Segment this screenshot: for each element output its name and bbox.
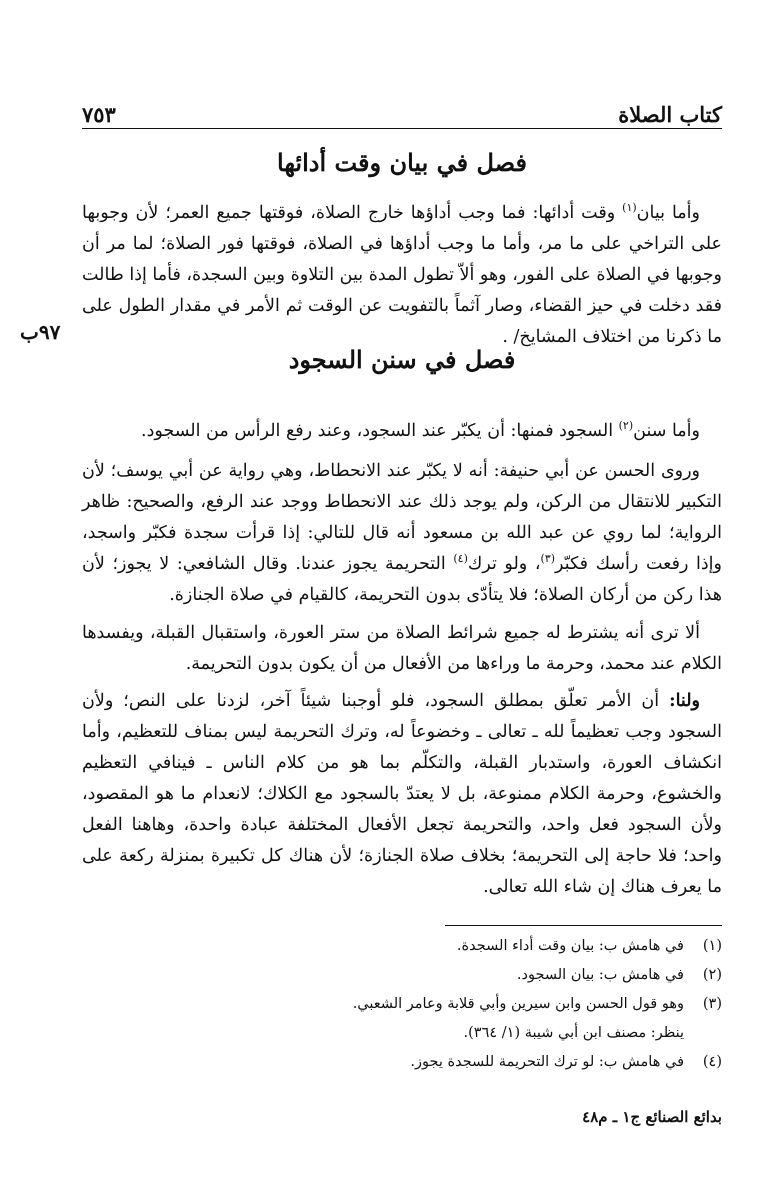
footnote-rule bbox=[445, 925, 722, 926]
section-body-sunan bbox=[82, 416, 722, 447]
paragraph-text: أن الأمر تعلّق بمطلق السجود، فلو أوجبنا شيئاً آخر، لزدنا على النص؛ ولأن السجود وجب تعظيماً لله ـ تعالى ـ وخضوعاً له، وترك التحريمة ليس بمناف للتعظيم، وأما انكشاف العورة، واستدبار القبلة، والتكلّم بما هو من كلام الناس ـ فينافي التعظيم والخشوع، وحرمة الكلام ممنوعة، بل لا يعتدّ بالسجود مع الكلاك؛ لانعدام ما هو المقصود، ولأن السجود فعل واحد، والتحريمة تجعل الأفعال المختلفة عبادة واحدة، وهاهنا الفعل واحد؛ فلا حاجة إلى التحريمة؛ بخلاف صلاة الجنازة؛ لأن هناك كل تكبيرة بمنزلة ركعة على ما يعرف هناك إن شاء الله تعالى. bbox=[82, 691, 722, 897]
paragraph bbox=[82, 456, 722, 611]
paragraph bbox=[82, 416, 722, 447]
footnotes bbox=[82, 932, 722, 1077]
footnote bbox=[82, 990, 722, 1019]
footnote-number: (٣) bbox=[702, 996, 722, 1012]
footnote-continuation: ينظر: مصنف ابن أبي شيبة (١/ ٣٦٤). bbox=[463, 1025, 684, 1041]
footnote-number: (١) bbox=[702, 938, 722, 954]
page-header bbox=[82, 93, 722, 127]
footnote bbox=[82, 1048, 722, 1077]
section-title-time: فصل في بيان وقت أدائها bbox=[277, 148, 527, 177]
footnote-marker[interactable]: (٣) bbox=[540, 552, 556, 566]
paragraph-block bbox=[82, 618, 722, 680]
footnote-number: (٢) bbox=[702, 967, 722, 983]
paragraph-text: وأما بيان bbox=[636, 203, 700, 223]
paragraph-text: ، ولو ترك bbox=[467, 554, 541, 574]
footnote-marker[interactable]: (٢) bbox=[618, 419, 634, 433]
footnote-marker[interactable]: (٤) bbox=[453, 552, 468, 566]
page-footer-signature: بدائع الصنائع ج١ ـ م٤٨ bbox=[582, 1108, 722, 1126]
footnote-text: في هامش ب: بيان وقت أداء السجدة. bbox=[456, 938, 684, 954]
footnote-text: وهو قول الحسن وابن سيرين وأبي قلابة وعامر الشعبي. bbox=[352, 996, 684, 1012]
paragraph-block bbox=[82, 686, 722, 903]
paragraph-text: وروى الحسن عن أبي حنيفة: أنه لا يكبّر عند الانحطاط، وهي رواية عن أبي يوسف؛ لأن التكبير للانتقال من الركن، ولم يوجد ذلك عند الانحطاط ووجد عند الرفع، والصحيح: ظاهر الرواية؛ لما روي عن عبد الله بن مسعود أنه قال للتالي: إذا قرأت سجدة فكبّر واسجد، وإذا رفعت رأسك فكبّر bbox=[82, 461, 722, 574]
footnote-text: في هامش ب: لو ترك التحريمة للسجدة يجوز. bbox=[410, 1054, 684, 1070]
chapter-title: كتاب الصلاة bbox=[618, 102, 722, 127]
footnote-text: في هامش ب: بيان السجود. bbox=[516, 967, 684, 983]
paragraph-text: السجود فمنها: أن يكبّر عند السجود، وعند رفع الرأس من السجود. bbox=[141, 421, 619, 441]
header-rule bbox=[82, 128, 722, 129]
page-number: ٧٥٣ bbox=[82, 102, 116, 127]
paragraph bbox=[82, 686, 722, 903]
margin-folio-note: ٩٧ب bbox=[20, 320, 61, 344]
paragraph-lead: ولنا: bbox=[669, 691, 700, 711]
footnote-number: (٤) bbox=[702, 1054, 722, 1070]
paragraph: ألا ترى أنه يشترط له جميع شرائط الصلاة من ستر العورة، واستقبال القبلة، ويفسدها الكلام عند محمد، وحرمة ما وراءها من الأفعال من أن يكون بدون التحريمة. bbox=[82, 623, 722, 674]
section-body-time bbox=[82, 198, 722, 353]
paragraph-block bbox=[82, 456, 722, 611]
footnote bbox=[82, 932, 722, 961]
footnote-marker[interactable]: (١) bbox=[622, 201, 637, 215]
footnote bbox=[82, 961, 722, 990]
section-title-sunan: فصل في سنن السجود bbox=[288, 345, 516, 374]
paragraph-text: التحريمة يجوز عندنا. وقال الشافعي: لا يجوز؛ لأن هذا ركن من أركان الصلاة؛ فلا يتأدّى بدون التحريمة، كالقيام في صلاة الجنازة. bbox=[82, 554, 722, 605]
paragraph bbox=[82, 198, 722, 353]
paragraph-text: وقت أدائها: فما وجب أداؤها خارج الصلاة، فوقتها جميع العمر؛ لأن وجوبها على التراخي على ما مر، وأما ما وجب أداؤها في الصلاة، فوقتها فور الصلاة؛ لما مر أن وجوبها في الصلاة على الفور، وهو ألاّ تطول المدة بين التلاوة وبين السجدة، فأما إذا طالت فقد دخلت في حيز القضاء، وصار آثماً بالتفويت عن الوقت ثم الأمر في مقدار الطول على ما ذكرنا من اختلاف المشايخ/ . bbox=[82, 203, 722, 347]
paragraph-text: وأما سنن bbox=[633, 421, 700, 441]
